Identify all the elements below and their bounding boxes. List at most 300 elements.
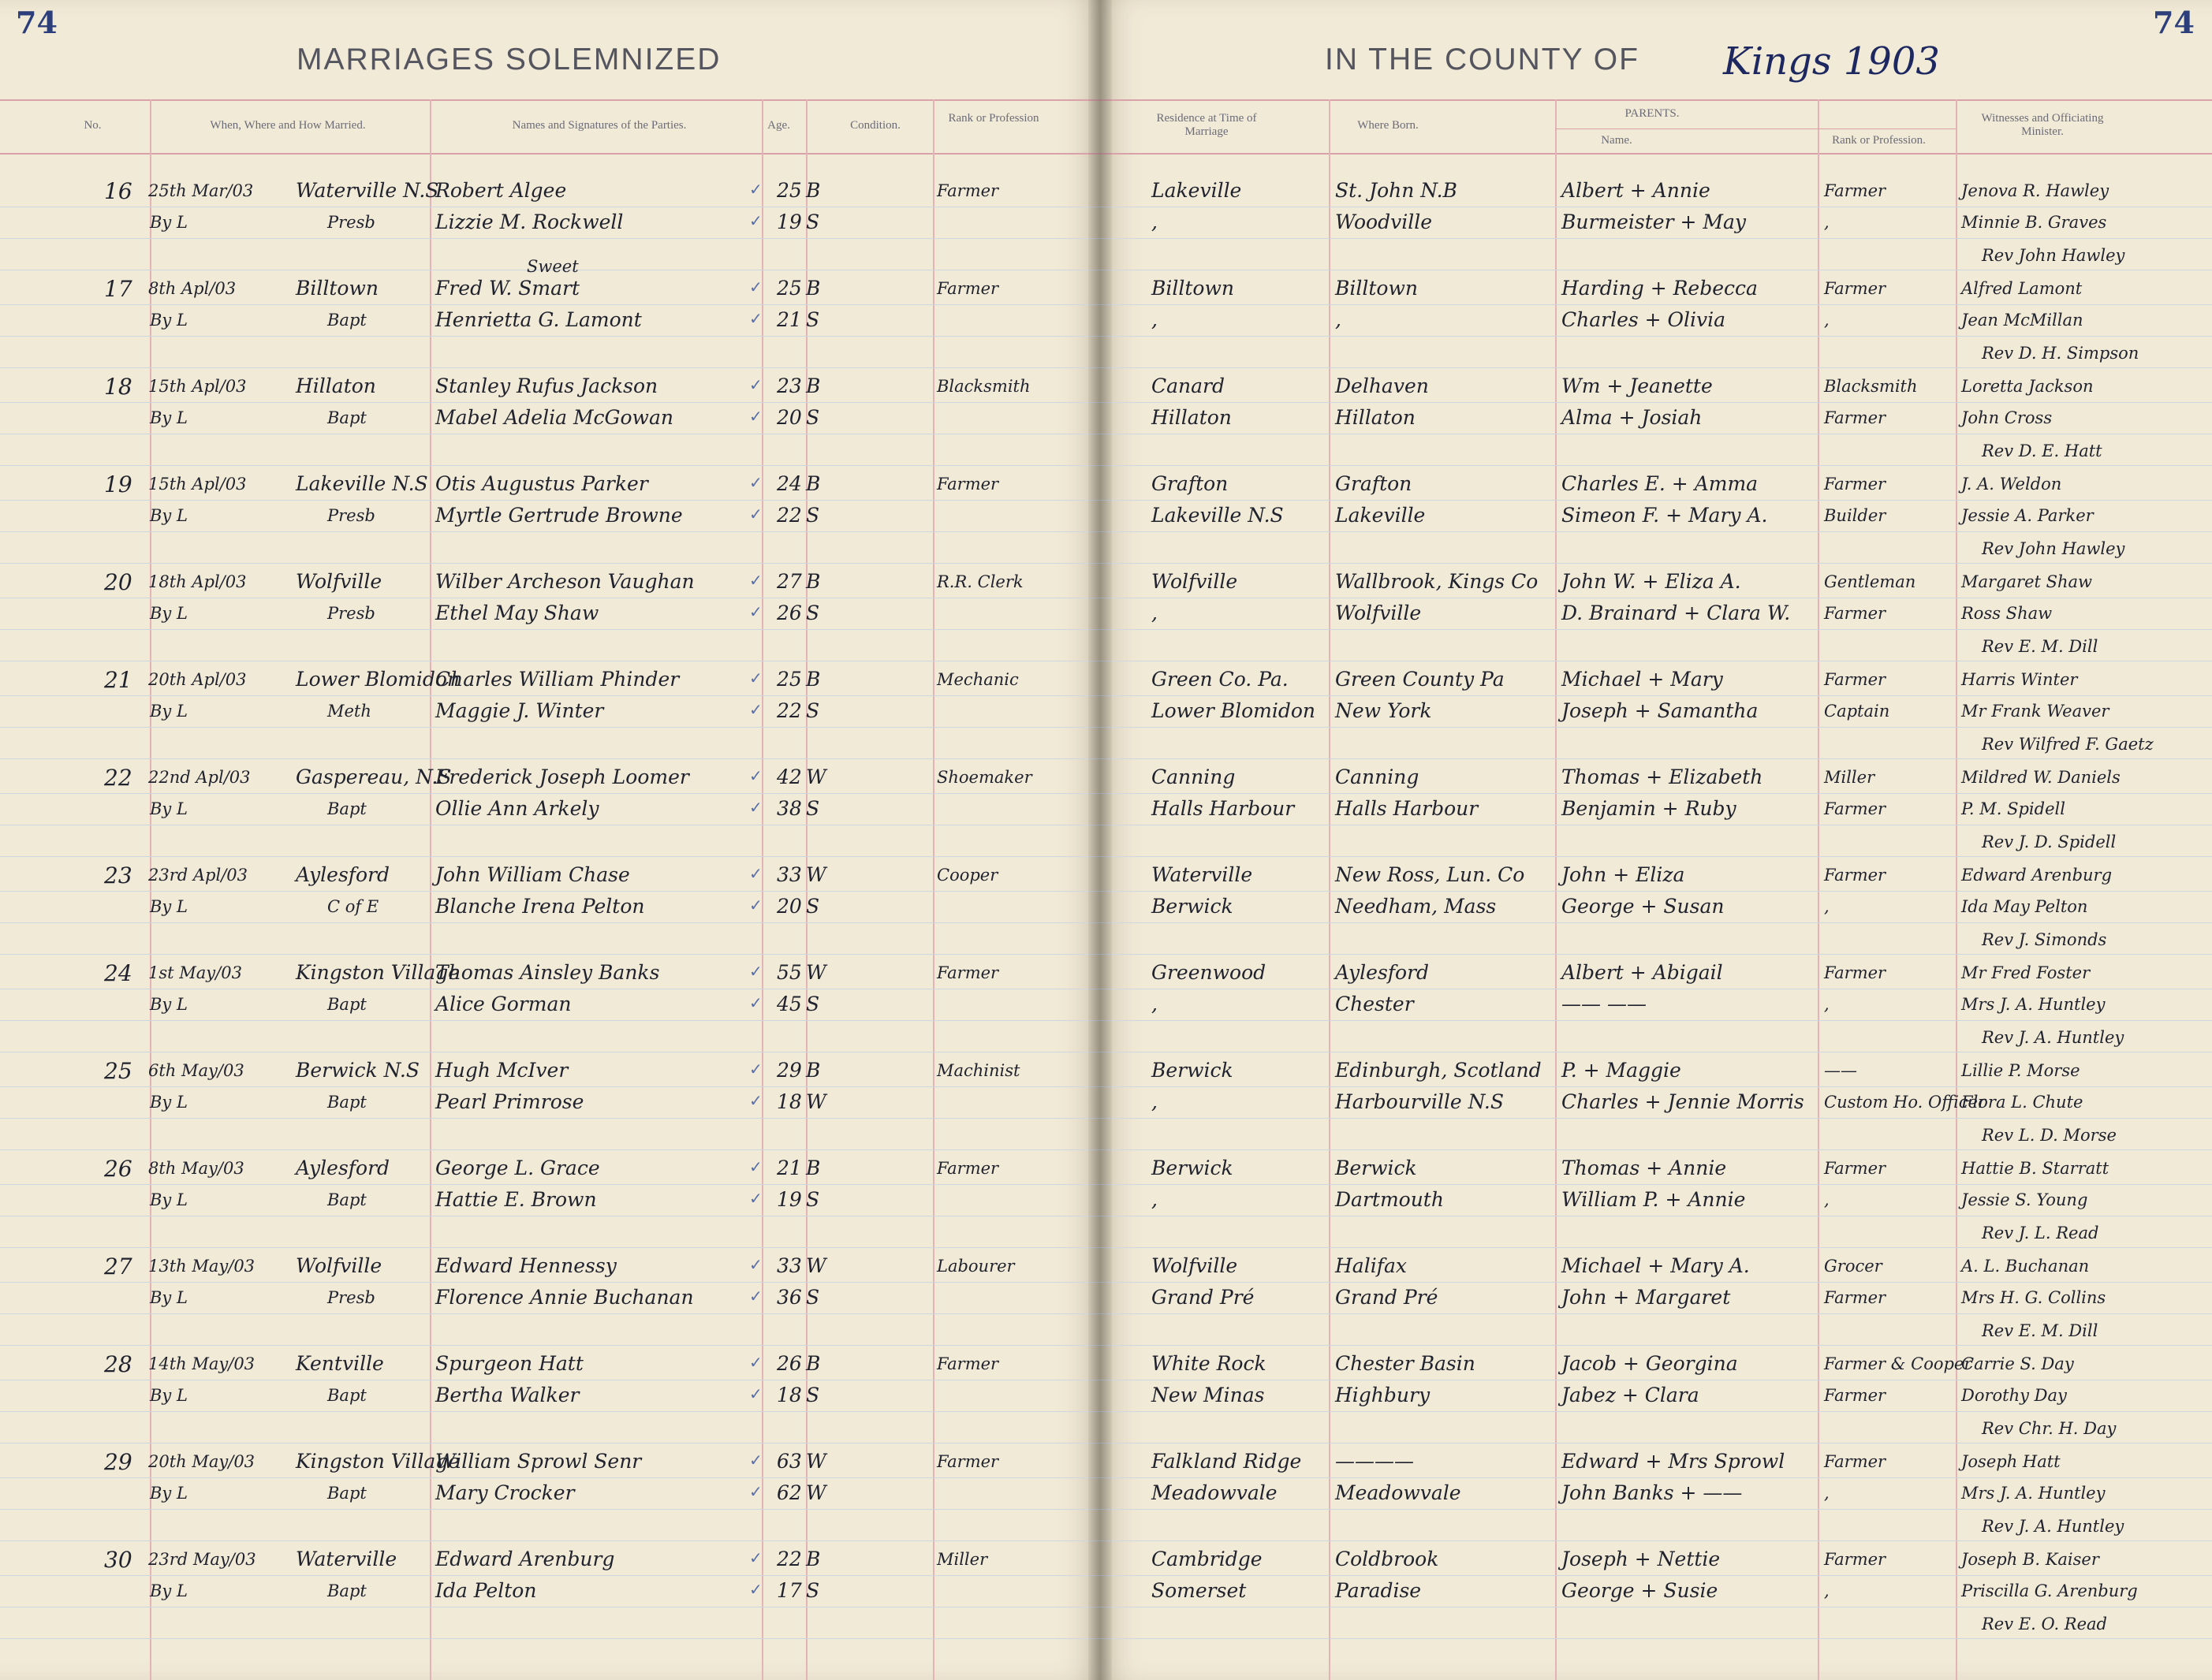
bride-parents: John + Margaret (1561, 1286, 1731, 1309)
bride-name: Bertha Walker (435, 1384, 580, 1406)
officiating-minister: Rev D. H. Simpson (1982, 344, 2139, 363)
denomination: Bapt (327, 1386, 367, 1405)
groom-age: 25 (777, 668, 802, 691)
bride-birthplace: Grand Pré (1335, 1286, 1438, 1309)
ruled-line (0, 1282, 1100, 1283)
page-number-left: 74 (16, 5, 58, 40)
licence-type: By L (150, 604, 188, 623)
marriage-date: 6th May/03 (148, 1061, 244, 1080)
groom-parents-rank: Farmer & Cooper (1824, 1354, 1972, 1373)
bride-parents: Simeon F. + Mary A. (1561, 504, 1768, 527)
groom-parents-rank: Farmer (1824, 866, 1886, 885)
ruled-line (0, 1411, 1100, 1412)
officiating-minister: Rev E. O. Read (1982, 1615, 2107, 1633)
verified-check: ✓ (749, 1580, 763, 1599)
verified-check: ✓ (749, 1353, 763, 1372)
bride-birthplace: Paradise (1335, 1579, 1422, 1602)
bride-parents-rank: , (1824, 1190, 1830, 1209)
marriage-date: 23rd Apl/03 (148, 866, 248, 885)
entry-number: 21 (104, 667, 132, 693)
licence-type: By L (150, 1190, 188, 1209)
denomination: Bapt (327, 799, 367, 818)
witness-2: Dorothy Day (1961, 1386, 2067, 1405)
ruled-line (1100, 563, 2212, 564)
bride-residence: Somerset (1151, 1579, 1247, 1602)
bride-name: Henrietta G. Lamont (435, 308, 642, 331)
bride-birthplace: Needham, Mass (1335, 895, 1497, 918)
groom-parents-rank: Farmer (1824, 963, 1886, 982)
marriage-date: 20th May/03 (148, 1452, 256, 1471)
denomination: Meth (327, 702, 371, 721)
ruled-line (1100, 1509, 2212, 1510)
groom-age: 21 (777, 1157, 802, 1179)
bride-age: 38 (777, 797, 802, 820)
licence-type: By L (150, 213, 188, 232)
groom-parents-rank: Farmer (1824, 1452, 1886, 1471)
bride-birthplace: Wolfville (1335, 602, 1422, 624)
ruled-line (0, 402, 1100, 403)
ruled-line (1100, 1313, 2212, 1314)
officiating-minister: Rev John Hawley (1982, 539, 2125, 558)
groom-name: Otis Augustus Parker (435, 472, 648, 495)
bride-residence: Grand Pré (1151, 1286, 1255, 1309)
witness-2: Ida May Pelton (1961, 897, 2088, 916)
marriage-place: Gaspereau, N.S (296, 765, 452, 788)
entry-number: 23 (104, 862, 132, 888)
county-year: Kings 1903 (1723, 39, 1940, 84)
groom-parents: Wm + Jeanette (1561, 374, 1713, 397)
ruled-line (0, 954, 1100, 955)
officiating-minister: Rev J. A. Huntley (1982, 1028, 2124, 1047)
groom-name: Charles William Phinder (435, 668, 680, 691)
licence-type: By L (150, 1288, 188, 1307)
marriage-date: 22nd Apl/03 (148, 768, 251, 787)
bride-birthplace: Harbourville N.S (1335, 1090, 1504, 1113)
groom-condition: W (806, 863, 826, 886)
ruled-line (0, 629, 1100, 630)
licence-type: By L (150, 311, 188, 330)
bride-name: Pearl Primrose (435, 1090, 584, 1113)
groom-residence: Berwick (1151, 1157, 1233, 1179)
ruled-line (1100, 1020, 2212, 1021)
entry-number: 17 (104, 276, 132, 302)
groom-name: Stanley Rufus Jackson (435, 374, 658, 397)
ruled-line (1100, 1540, 2212, 1541)
verified-check: ✓ (749, 1384, 763, 1403)
col-names: Names and Signatures of the Parties. (512, 119, 687, 132)
groom-parents: Edward + Mrs Sprowl (1561, 1450, 1785, 1473)
ruled-line (0, 1149, 1100, 1150)
groom-condition: B (806, 1352, 821, 1375)
bride-parents: Joseph + Samantha (1561, 699, 1759, 722)
bride-parents: Benjamin + Ruby (1561, 797, 1736, 820)
bride-birthplace: Meadowvale (1335, 1481, 1461, 1504)
groom-condition: B (806, 668, 821, 691)
witness-2: Ross Shaw (1961, 604, 2053, 623)
verified-check: ✓ (749, 1060, 763, 1078)
right-page (1100, 0, 2212, 1680)
groom-parents-rank: Grocer (1824, 1257, 1882, 1276)
officiating-minister: Rev J. D. Spidell (1982, 833, 2117, 851)
bride-age: 22 (777, 504, 802, 527)
col-parents-rank: Rank or Profession. (1832, 134, 1926, 147)
col-born: Where Born. (1357, 119, 1419, 132)
groom-name: Thomas Ainsley Banks (435, 961, 660, 984)
verified-check: ✓ (749, 180, 763, 199)
denomination: Bapt (327, 1581, 367, 1600)
bride-parents-rank: , (1824, 1484, 1830, 1503)
denomination: Bapt (327, 408, 367, 427)
verified-check: ✓ (749, 602, 763, 621)
witness-2: Jean McMillan (1961, 311, 2083, 330)
groom-name: George L. Grace (435, 1157, 600, 1179)
ruled-line (0, 793, 1100, 794)
ruled-line (0, 891, 1100, 892)
ruled-line (0, 695, 1100, 696)
verified-check: ✓ (749, 1548, 763, 1567)
groom-condition: W (806, 1254, 826, 1277)
ruled-line (1100, 304, 2212, 305)
groom-rank: Farmer (937, 1452, 999, 1471)
groom-condition: B (806, 570, 821, 593)
groom-name: Fred W. Smart (435, 277, 580, 300)
groom-parents: Thomas + Elizabeth (1561, 765, 1763, 788)
witness-1: Loretta Jackson (1961, 377, 2094, 396)
bride-parents-rank: , (1824, 1581, 1830, 1600)
bride-name: Ollie Ann Arkely (435, 797, 599, 820)
ruled-line (1100, 336, 2212, 337)
ruled-line (1100, 238, 2212, 239)
witness-2: Mrs H. G. Collins (1961, 1288, 2106, 1307)
verified-check: ✓ (749, 571, 763, 590)
bride-condition: S (806, 895, 820, 918)
marriage-place: Aylesford (296, 863, 390, 886)
groom-residence: Cambridge (1151, 1548, 1263, 1570)
verified-check: ✓ (749, 473, 763, 492)
groom-parents: John + Eliza (1561, 863, 1685, 886)
ruled-line (1100, 1184, 2212, 1185)
witness-1: Hattie B. Starratt (1961, 1159, 2109, 1178)
groom-age: 24 (777, 472, 802, 495)
bride-age: 45 (777, 993, 802, 1015)
entry-number: 20 (104, 569, 132, 595)
groom-parents: Joseph + Nettie (1561, 1548, 1721, 1570)
bride-parents-rank: , (1824, 995, 1830, 1014)
groom-parents-rank: Farmer (1824, 1159, 1886, 1178)
ruled-line (0, 1477, 1100, 1478)
ruled-line (1100, 1345, 2212, 1346)
marriage-place: Kentville (296, 1352, 384, 1375)
bride-birthplace: Highbury (1335, 1384, 1431, 1406)
marriage-place: Wolfville (296, 1254, 382, 1277)
groom-parents-rank: Farmer (1824, 181, 1886, 200)
verified-check: ✓ (749, 278, 763, 296)
groom-rank: R.R. Clerk (937, 572, 1024, 591)
ruled-line (1100, 367, 2212, 368)
bride-parents-rank: Farmer (1824, 799, 1886, 818)
verified-check: ✓ (749, 1189, 763, 1208)
bride-name: Ida Pelton (435, 1579, 537, 1602)
bride-name: Ethel May Shaw (435, 602, 599, 624)
officiating-minister: Rev E. M. Dill (1982, 1321, 2098, 1340)
bride-residence: New Minas (1151, 1384, 1265, 1406)
groom-condition: W (806, 765, 826, 788)
witness-1: Margaret Shaw (1961, 572, 2093, 591)
witness-1: Edward Arenburg (1961, 866, 2113, 885)
bride-condition: S (806, 602, 820, 624)
ruled-line (0, 856, 1100, 857)
groom-residence: Berwick (1151, 1059, 1233, 1082)
groom-parents-rank: Blacksmith (1824, 377, 1918, 396)
ruled-line (0, 465, 1100, 466)
bride-name: Myrtle Gertrude Browne (435, 504, 683, 527)
entry-number: 22 (104, 765, 132, 791)
bride-parents-rank: Captain (1824, 702, 1890, 721)
bride-birthplace: Woodville (1335, 210, 1433, 233)
groom-age: 22 (777, 1548, 802, 1570)
ruled-line (0, 1086, 1100, 1087)
witness-1: J. A. Weldon (1961, 475, 2062, 494)
bride-parents-rank: , (1824, 311, 1830, 330)
col-no: No. (84, 119, 102, 132)
bride-parents-rank: Farmer (1824, 408, 1886, 427)
groom-age: 63 (777, 1450, 802, 1473)
marriage-date: 25th Mar/03 (148, 181, 254, 200)
licence-type: By L (150, 1484, 188, 1503)
marriage-place: Billtown (296, 277, 379, 300)
groom-age: 29 (777, 1059, 802, 1082)
col-parents: PARENTS. (1624, 107, 1680, 120)
officiating-minister: Rev E. M. Dill (1982, 637, 2098, 656)
ruled-line (1100, 1118, 2212, 1119)
ruled-line (0, 1184, 1100, 1185)
groom-parents: Thomas + Annie (1561, 1157, 1727, 1179)
marriage-place: Kingston Village (296, 961, 461, 984)
groom-name: William Sprowl Senr (435, 1450, 642, 1473)
bride-age: 17 (777, 1579, 802, 1602)
groom-rank: Farmer (937, 1354, 999, 1373)
ruled-line (1100, 402, 2212, 403)
groom-residence: Wolfville (1151, 1254, 1238, 1277)
bride-residence: Berwick (1151, 895, 1233, 918)
bride-age: 21 (777, 308, 802, 331)
marriage-date: 1st May/03 (148, 963, 242, 982)
denomination: Presb (327, 1288, 375, 1307)
denomination: Bapt (327, 311, 367, 330)
groom-age: 55 (777, 961, 802, 984)
bride-parents: Burmeister + May (1561, 210, 1747, 233)
marriage-date: 15th Apl/03 (148, 377, 247, 396)
licence-type: By L (150, 702, 188, 721)
verified-check: ✓ (749, 309, 763, 328)
bride-age: 20 (777, 406, 802, 429)
bride-condition: S (806, 797, 820, 820)
marriage-place: Waterville N.S (296, 179, 439, 202)
ruled-line (0, 1540, 1100, 1541)
witness-2: Mrs J. A. Huntley (1961, 995, 2106, 1014)
groom-parents: Jacob + Georgina (1561, 1352, 1738, 1375)
groom-name: Robert Algee (435, 179, 567, 202)
ruled-line (1100, 1411, 2212, 1412)
witness-2: Jessie A. Parker (1961, 506, 2094, 525)
bride-age: 36 (777, 1286, 802, 1309)
groom-birthplace: Green County Pa (1335, 668, 1505, 691)
bride-age: 19 (777, 1188, 802, 1211)
bride-residence: , (1151, 308, 1158, 331)
bride-residence: Hillaton (1151, 406, 1232, 429)
licence-type: By L (150, 1386, 188, 1405)
licence-type: By L (150, 897, 188, 916)
bride-condition: S (806, 1384, 820, 1406)
bride-parents: George + Susan (1561, 895, 1725, 918)
ruled-line (0, 367, 1100, 368)
groom-birthplace: Coldbrook (1335, 1548, 1439, 1570)
ruled-line (1100, 629, 2212, 630)
ruled-line (1100, 891, 2212, 892)
groom-parents: P. + Maggie (1561, 1059, 1681, 1082)
groom-name: Edward Hennessy (435, 1254, 617, 1277)
verified-check: ✓ (749, 407, 763, 426)
witness-2: Priscilla G. Arenburg (1961, 1581, 2138, 1600)
groom-parents-rank: Miller (1824, 768, 1875, 787)
officiating-minister: Rev Wilfred F. Gaetz (1982, 735, 2154, 754)
groom-rank: Miller (937, 1550, 988, 1569)
groom-parents: John W. + Eliza A. (1561, 570, 1741, 593)
groom-residence: Wolfville (1151, 570, 1238, 593)
ruled-line (1100, 922, 2212, 923)
groom-residence: Green Co. Pa. (1151, 668, 1289, 691)
entry-number: 18 (104, 374, 132, 400)
bride-condition: S (806, 1286, 820, 1309)
groom-condition: B (806, 277, 821, 300)
bride-parents: —— —— (1561, 993, 1647, 1015)
marriage-date: 8th May/03 (148, 1159, 244, 1178)
ruled-line (1100, 1638, 2212, 1639)
groom-name: Spurgeon Hatt (435, 1352, 584, 1375)
ruled-line (0, 531, 1100, 532)
bride-parents-rank: Custom Ho. Officer (1824, 1093, 1986, 1112)
col-rank: Rank or Profession (948, 112, 1039, 125)
bride-parents: Alma + Josiah (1561, 406, 1703, 429)
groom-rank: Farmer (937, 181, 999, 200)
ruled-line (0, 563, 1100, 564)
verified-check: ✓ (749, 211, 763, 230)
bride-birthplace: Halls Harbour (1335, 797, 1479, 820)
bride-parents-rank: Farmer (1824, 1288, 1886, 1307)
denomination: Bapt (327, 1190, 367, 1209)
groom-rank: Machinist (937, 1061, 1020, 1080)
verified-check: ✓ (749, 1255, 763, 1274)
bride-name: Mary Crocker (435, 1481, 575, 1504)
groom-birthplace: Chester Basin (1335, 1352, 1475, 1375)
groom-name: Frederick Joseph Loomer (435, 765, 689, 788)
marriage-date: 13th May/03 (148, 1257, 256, 1276)
bride-residence: , (1151, 993, 1158, 1015)
groom-age: 33 (777, 1254, 802, 1277)
ruled-line (1100, 500, 2212, 501)
groom-parents: Albert + Abigail (1561, 961, 1723, 984)
verified-check: ✓ (749, 1157, 763, 1176)
bride-condition: S (806, 210, 820, 233)
groom-condition: W (806, 961, 826, 984)
groom-birthplace: Edinburgh, Scotland (1335, 1059, 1542, 1082)
groom-name: Hugh McIver (435, 1059, 569, 1082)
witness-1: Harris Winter (1961, 670, 2078, 689)
officiating-minister: Rev Chr. H. Day (1982, 1419, 2117, 1438)
ruled-line (0, 922, 1100, 923)
marriage-place: Waterville (296, 1548, 397, 1570)
groom-name: Wilber Archeson Vaughan (435, 570, 695, 593)
ruled-line (0, 238, 1100, 239)
groom-parents-rank: —— (1824, 1061, 1857, 1080)
groom-rank: Farmer (937, 963, 999, 982)
groom-residence: Lakeville (1151, 179, 1242, 202)
denomination: C of E (327, 897, 379, 916)
verified-check: ✓ (749, 896, 763, 915)
col-when: When, Where and How Married. (210, 119, 366, 132)
verified-check: ✓ (749, 993, 763, 1012)
groom-age: 25 (777, 179, 802, 202)
bride-condition: S (806, 1579, 820, 1602)
groom-condition: W (806, 1450, 826, 1473)
verified-check: ✓ (749, 962, 763, 981)
groom-birthplace: St. John N.B (1335, 179, 1457, 202)
groom-rank: Cooper (937, 866, 998, 885)
bride-parents: Charles + Olivia (1561, 308, 1726, 331)
groom-rank: Farmer (937, 1159, 999, 1178)
entry-number: 24 (104, 960, 132, 986)
groom-condition: B (806, 1157, 821, 1179)
bride-name: Blanche Irena Pelton (435, 895, 645, 918)
bride-parents: William P. + Annie (1561, 1188, 1746, 1211)
bride-name: Alice Gorman (435, 993, 572, 1015)
bride-birthplace: New York (1335, 699, 1432, 722)
ruled-line (1100, 1086, 2212, 1087)
licence-type: By L (150, 1093, 188, 1112)
ruled-line (0, 1638, 1100, 1639)
bride-birthplace: Chester (1335, 993, 1414, 1015)
groom-parents: Charles E. + Amma (1561, 472, 1759, 495)
verified-check: ✓ (749, 864, 763, 883)
ruled-line (1100, 1247, 2212, 1248)
bride-birthplace: Lakeville (1335, 504, 1426, 527)
groom-birthplace: Grafton (1335, 472, 1412, 495)
title-right: IN THE COUNTY OF (1325, 43, 1639, 76)
groom-age: 25 (777, 277, 802, 300)
marriage-date: 14th May/03 (148, 1354, 256, 1373)
groom-age: 33 (777, 863, 802, 886)
witness-1: Mildred W. Daniels (1961, 768, 2121, 787)
col-age: Age. (767, 119, 790, 132)
witness-2: Mrs J. A. Huntley (1961, 1484, 2106, 1503)
witness-2: Flora L. Chute (1961, 1093, 2083, 1112)
verified-check: ✓ (749, 505, 763, 523)
marriage-date: 20th Apl/03 (148, 670, 247, 689)
officiating-minister: Rev John Hawley (1982, 246, 2125, 265)
bride-age: 18 (777, 1384, 802, 1406)
ruled-line (0, 1247, 1100, 1248)
ruled-line (1100, 465, 2212, 466)
entry-number: 19 (104, 471, 132, 497)
groom-birthplace: Wallbrook, Kings Co (1335, 570, 1539, 593)
entry-number: 30 (104, 1547, 132, 1573)
groom-residence: Canning (1151, 765, 1236, 788)
bride-condition: S (806, 993, 820, 1015)
witness-2: John Cross (1961, 408, 2053, 427)
verified-check: ✓ (749, 375, 763, 394)
ruled-line (0, 336, 1100, 337)
entry-number: 29 (104, 1449, 132, 1475)
